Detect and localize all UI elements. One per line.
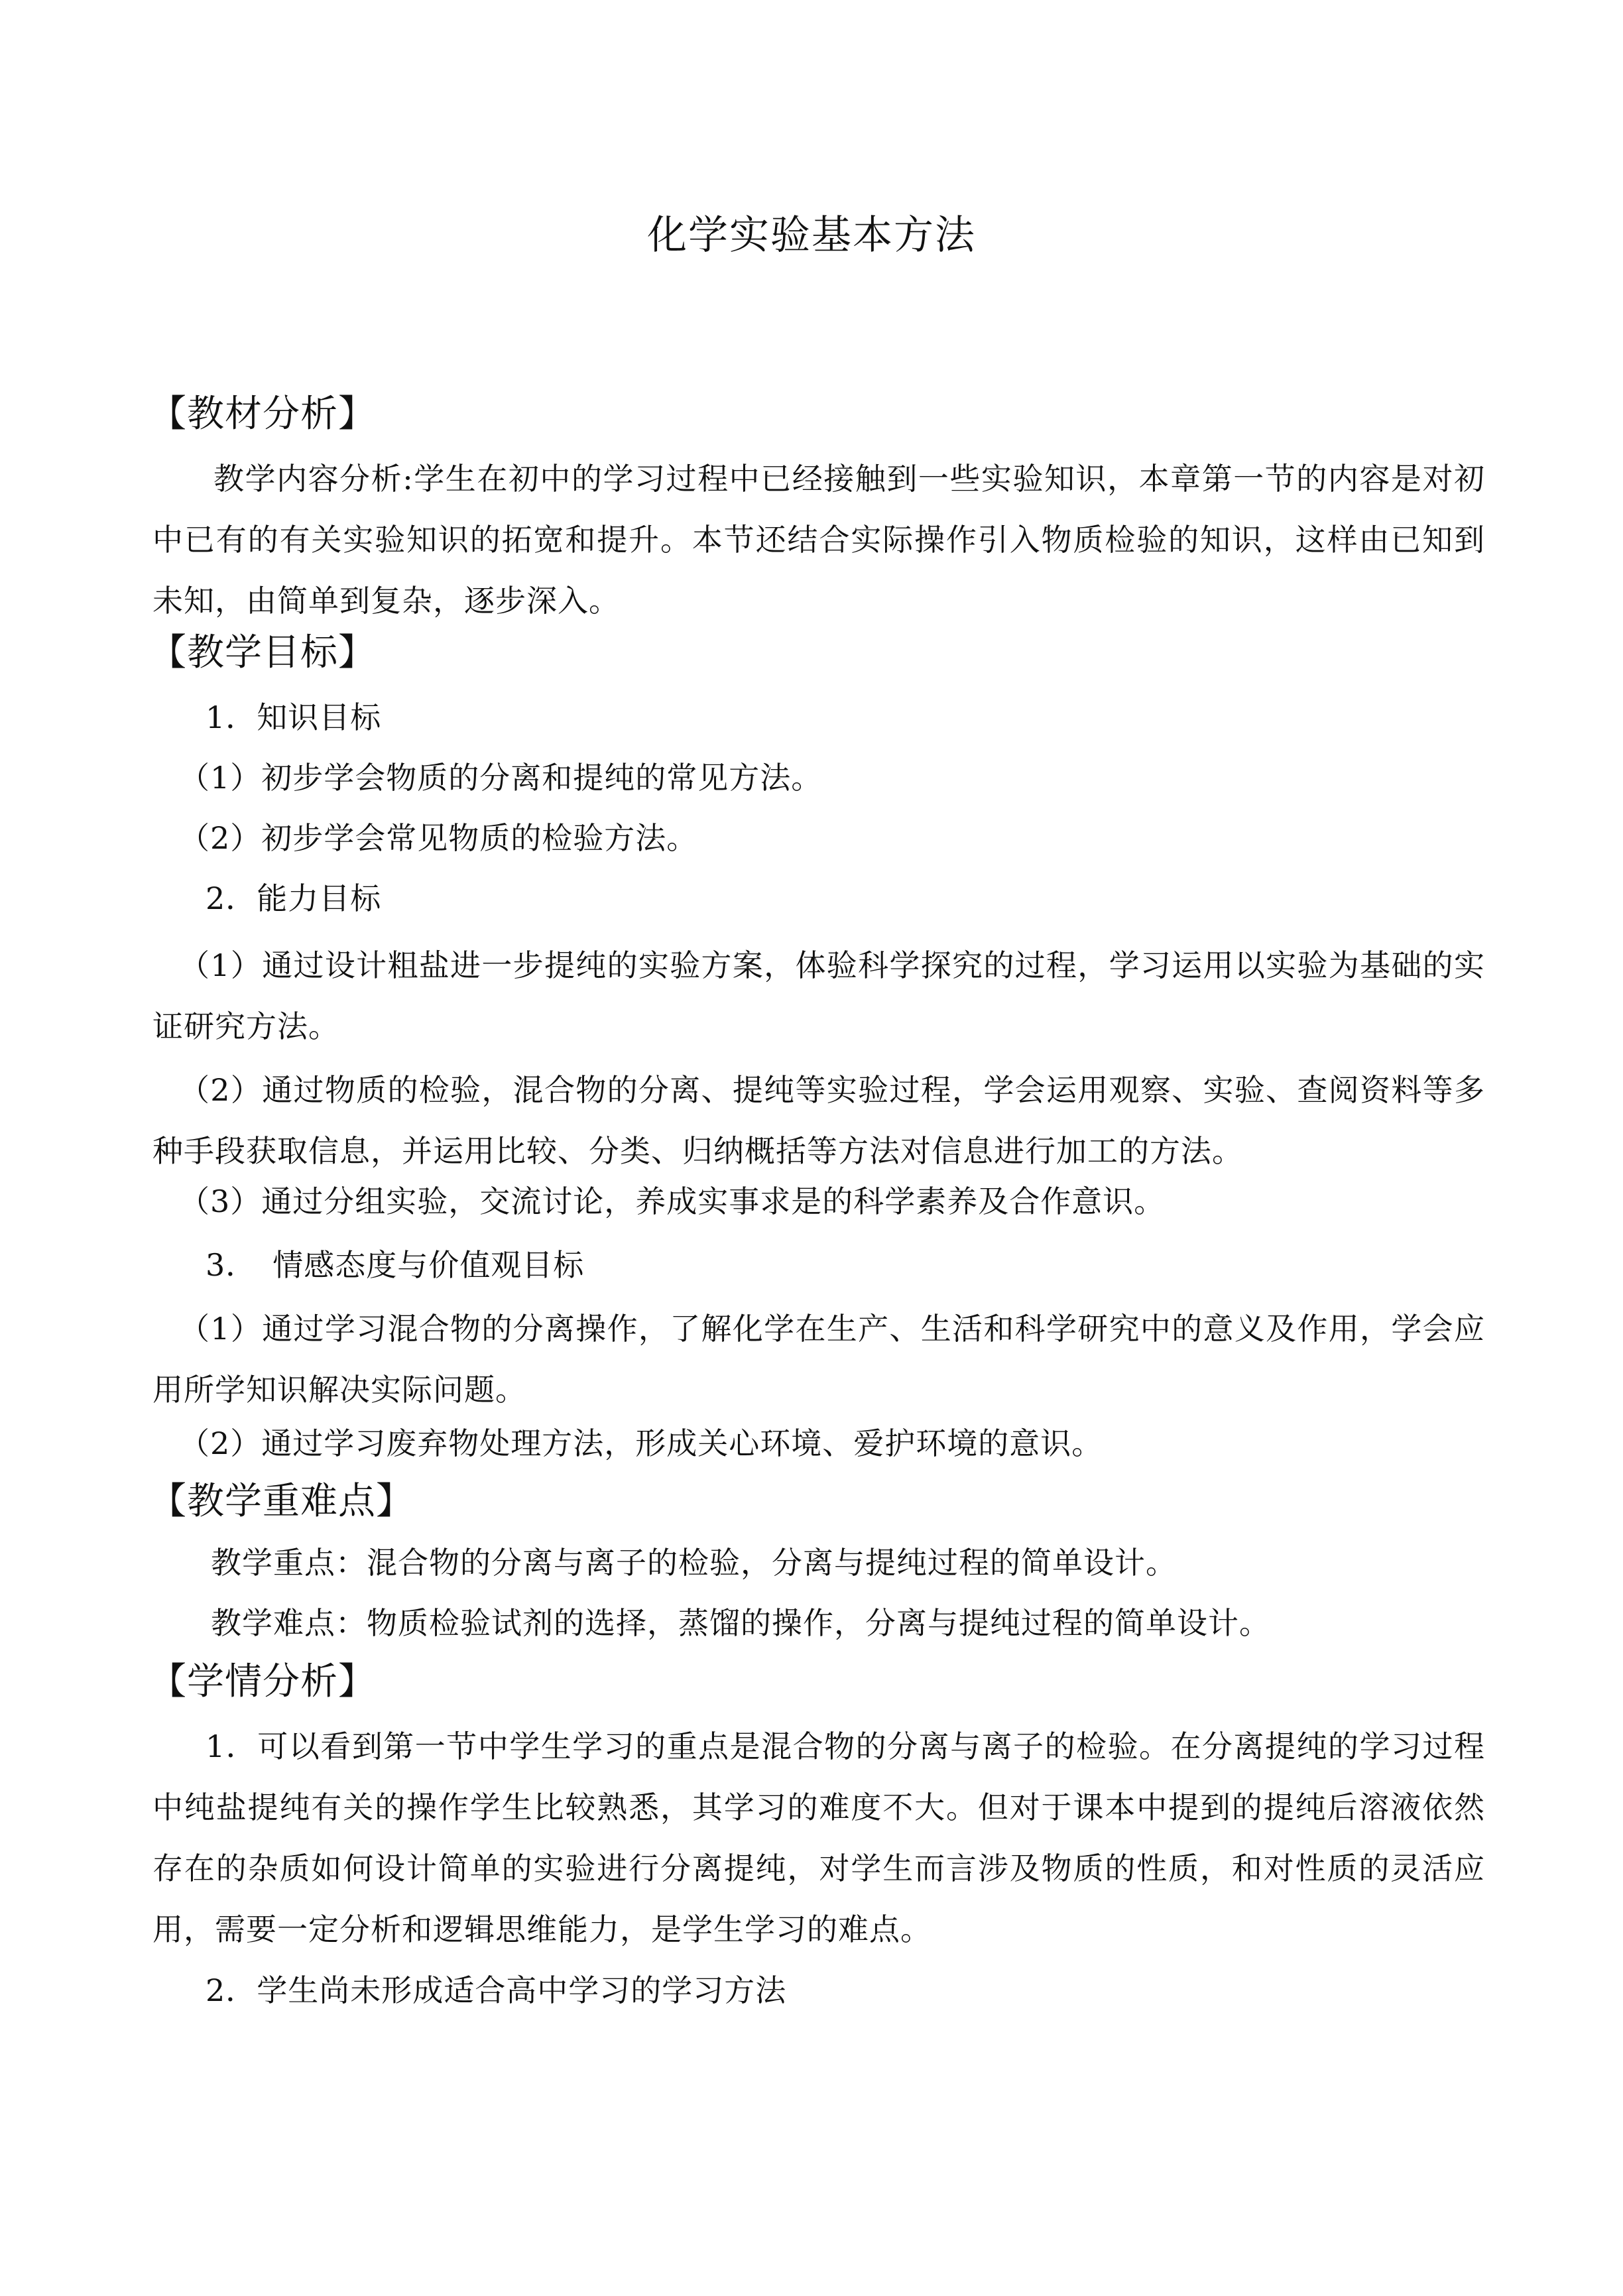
emotion-goal-2: （2）通过学习废弃物处理方法，形成关心环境、爱护环境的意识。	[179, 1425, 1103, 1461]
ability-goal-3: （3）通过分组实验，交流讨论，养成实事求是的科学素养及合作意识。	[179, 1183, 1166, 1219]
knowledge-goal-2: （2）初步学会常见物质的检验方法。	[179, 820, 698, 856]
emotion-goal-1: （1）通过学习混合物的分离操作，了解化学在生产、生活和科学研究中的意义及作用，学会应用所学知识解决实际问题。	[152, 1311, 1485, 1408]
section-heading-students: 【学情分析】	[149, 1660, 376, 1703]
ability-goal-1: （1）通过设计粗盐进一步提纯的实验方案，体验科学探究的过程，学习运用以实验为基础的实证研究方法。	[152, 947, 1485, 1044]
analysis-paragraph: 教学内容分析:学生在初中的学习过程中已经接触到一些实验知识，本章第一节的内容是对初中已有的有关实验知识的拓宽和提升。本节还结合实际操作引入物质检验的知识，这样由已知到未知，由简单到复杂，逐步深入。	[152, 461, 1485, 619]
section-heading-key-points: 【教学重难点】	[149, 1480, 414, 1523]
knowledge-goal-1: （1）初步学会物质的分离和提纯的常见方法。	[179, 760, 823, 796]
section-heading-goals: 【教学目标】	[149, 631, 376, 674]
page-title: 化学实验基本方法	[647, 212, 976, 259]
knowledge-goal-title: 1．知识目标	[206, 699, 382, 735]
teaching-focus: 教学重点：混合物的分离与离子的检验，分离与提纯过程的简单设计。	[211, 1545, 1177, 1581]
students-paragraph-2: 2．学生尚未形成适合高中学习的学习方法	[206, 1972, 787, 2008]
ability-goal-2: （2）通过物质的检验，混合物的分离、提纯等实验过程，学会运用观察、实验、查阅资料等多种手段获取信息，并运用比较、分类、归纳概括等方法对信息进行加工的方法。	[152, 1072, 1485, 1169]
section-heading-analysis: 【教材分析】	[149, 393, 376, 436]
teaching-difficulty: 教学难点：物质检验试剂的选择，蒸馏的操作，分离与提纯过程的简单设计。	[211, 1605, 1270, 1641]
ability-goal-title: 2．能力目标	[206, 880, 382, 916]
students-paragraph-1: 1．可以看到第一节中学生学习的重点是混合物的分离与离子的检验。在分离提纯的学习过程中纯盐提纯有关的操作学生比较熟悉，其学习的难度不大。但对于课本中提到的提纯后溶液依然存在的杂质如何设计简单的实验进行分离提纯，对学生而言涉及物质的性质，和对性质的灵活应用，需要一定分析和逻辑思维能力，是学生学习的难点。	[152, 1728, 1485, 1947]
emotion-goal-title: 3． 情感态度与价值观目标	[206, 1247, 585, 1283]
